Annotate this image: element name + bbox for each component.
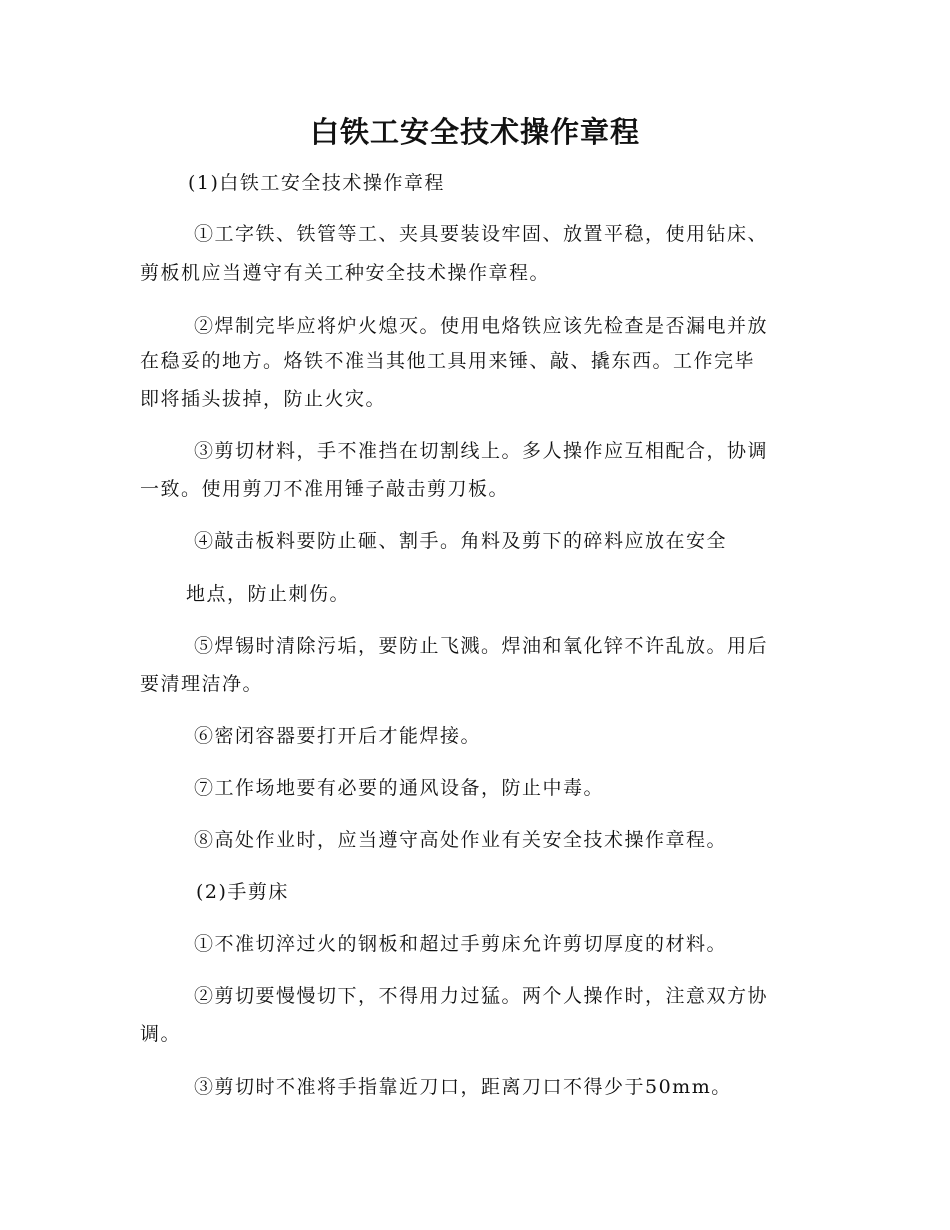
paragraph-line: ①工字铁、铁管等工、夹具要装设牢固、放置平稳，使用钻床、	[194, 223, 769, 245]
paragraph-line: 地点，防止刺伤。	[186, 583, 351, 605]
paragraph-line: 即将插头拔掉，防止火灾。	[140, 388, 387, 410]
paragraph-line: ④敲击板料要防止砸、割手。角料及剪下的碎料应放在安全	[194, 530, 728, 552]
paragraph-line: 调。	[140, 1023, 182, 1045]
paragraph-line: ⑥密闭容器要打开后才能焊接。	[194, 725, 482, 747]
paragraph-line: 剪板机应当遵守有关工种安全技术操作章程。	[140, 262, 551, 284]
paragraph-line: ②焊制完毕应将炉火熄灭。使用电烙铁应该先检查是否漏电并放	[194, 315, 769, 337]
paragraph-line: 一致。使用剪刀不准用锤子敲击剪刀板。	[140, 478, 510, 500]
paragraph-line: ⑤焊锡时清除污垢，要防止飞溅。焊油和氧化锌不许乱放。用后	[194, 635, 769, 657]
section-heading-2: (2)手剪床	[196, 881, 289, 903]
paragraph-line: ⑦工作场地要有必要的通风设备，防止中毒。	[194, 777, 605, 799]
section-heading-1: (1)白铁工安全技术操作章程	[188, 172, 445, 194]
paragraph-line: ①不准切淬过火的钢板和超过手剪床允许剪切厚度的材料。	[194, 933, 728, 955]
paragraph-line: 要清理洁净。	[140, 673, 264, 695]
paragraph-line: ⑧高处作业时，应当遵守高处作业有关安全技术操作章程。	[194, 829, 728, 851]
paragraph-line: 在稳妥的地方。烙铁不准当其他工具用来锤、敲、撬东西。工作完毕	[140, 350, 756, 372]
paragraph-line: ③剪切时不准将手指靠近刀口，距离刀口不得少于50mm。	[194, 1076, 732, 1098]
document-title: 白铁工安全技术操作章程	[309, 115, 640, 149]
paragraph-line: ③剪切材料，手不准挡在切割线上。多人操作应互相配合，协调	[194, 440, 769, 462]
paragraph-line: ②剪切要慢慢切下，不得用力过猛。两个人操作时，注意双方协	[194, 985, 769, 1007]
